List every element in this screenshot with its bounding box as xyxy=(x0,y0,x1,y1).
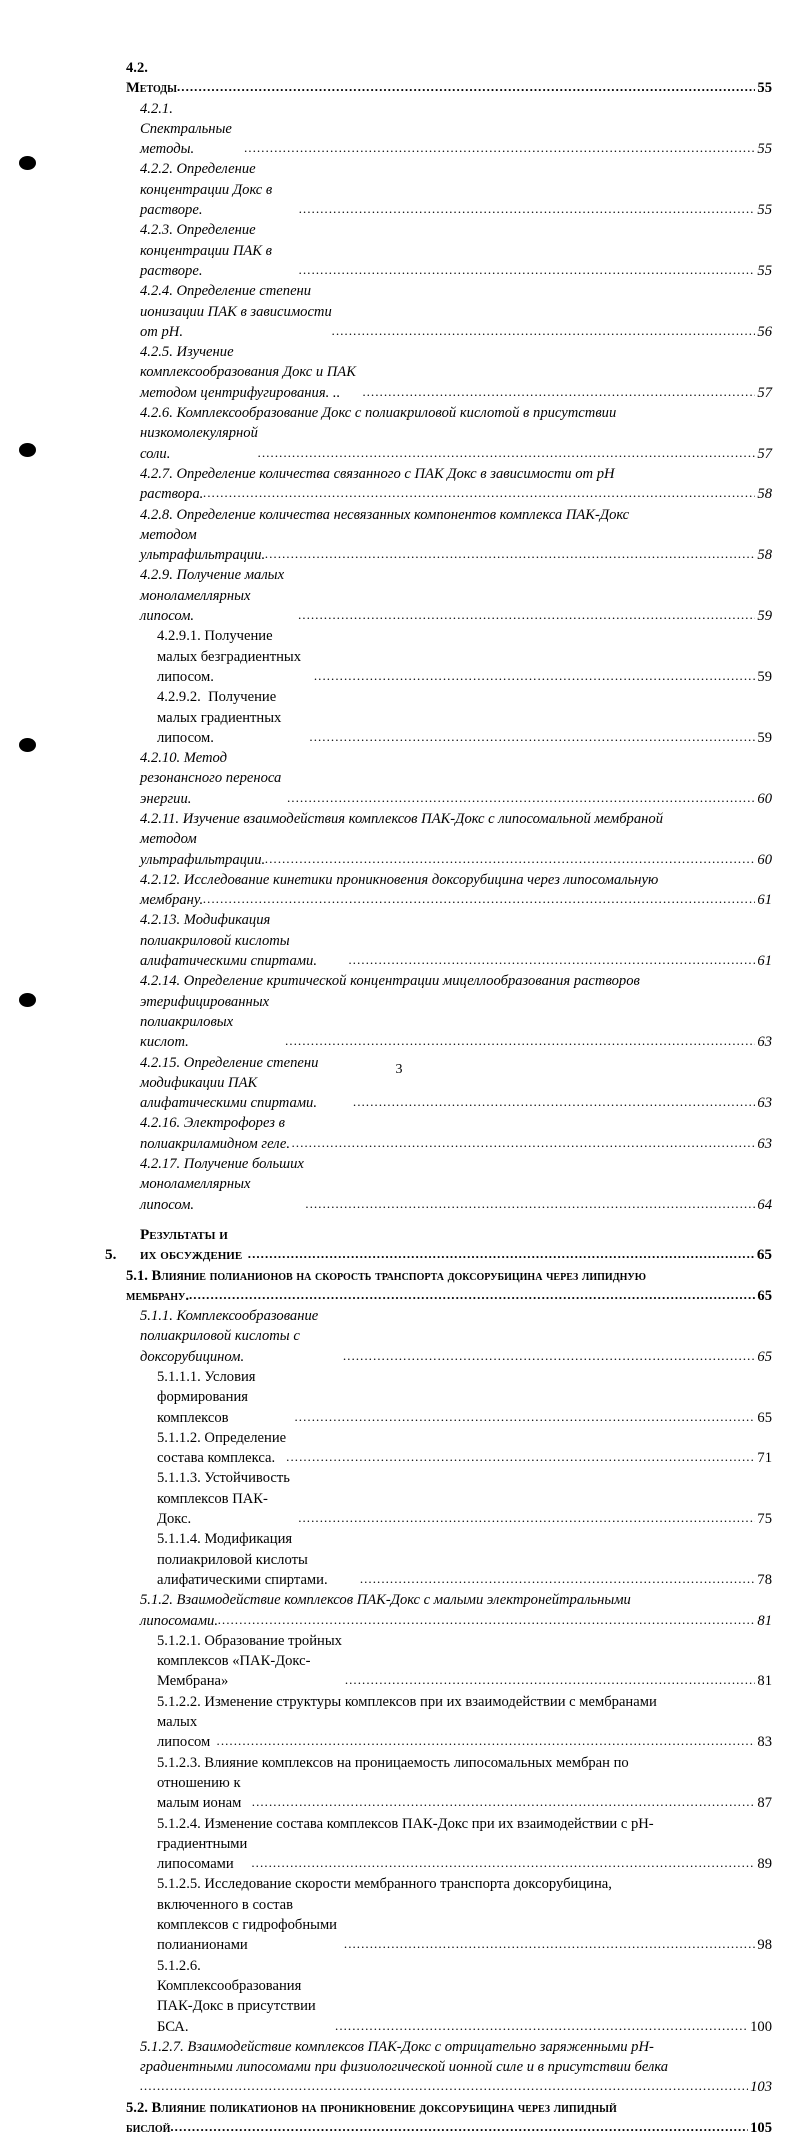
leader-dots xyxy=(298,1508,755,1528)
leader-dots xyxy=(203,483,755,503)
leader-dots xyxy=(251,1853,755,1873)
toc-entry-label: Результаты и их обсуждение xyxy=(140,1225,243,1264)
toc-entry-page: 57 xyxy=(757,445,772,462)
toc-entry-label: низкомолекулярной соли. xyxy=(140,425,262,462)
leader-dots xyxy=(360,1569,756,1589)
toc-entry-label: градиентными липосомами при физиологической ионной силе и в присутствии белка xyxy=(140,2059,669,2076)
toc-entry[interactable] xyxy=(126,2098,772,2138)
leader-dots xyxy=(314,666,756,686)
toc-entry-label: 4.2.15. Определение степени модификации ПАК алифатическими спиртами. xyxy=(140,1054,323,1112)
toc-entry-label: 4.2.9. Получение малых моноламеллярных липосом. xyxy=(140,567,288,625)
leader-dots xyxy=(286,1447,755,1467)
toc-entry-page: 59 xyxy=(757,729,772,746)
toc-entry-page: 60 xyxy=(757,790,772,807)
binding-hole xyxy=(19,443,36,457)
toc-entry-page: 64 xyxy=(757,1196,772,1213)
toc-entry-page: 81 xyxy=(757,1673,772,1690)
toc-entry-label: отношению к малым ионам xyxy=(157,1774,245,1812)
toc-entry[interactable] xyxy=(140,99,772,160)
toc-entry-label: методом ультрафильтрации. xyxy=(140,526,266,564)
leader-dots xyxy=(298,605,755,625)
leader-dots xyxy=(306,1194,756,1214)
toc-entry-label: 4.2. Методы xyxy=(126,60,177,97)
leader-dots xyxy=(363,382,756,402)
toc-entry-label: 4.2.13. Модификация полиакриловой кислоты алифатическими спиртами. xyxy=(140,912,321,970)
toc-entry-page: 89 xyxy=(757,1856,772,1873)
toc-entry-page: 63 xyxy=(757,1095,772,1112)
toc-entry-label: 5.1.2.4. Изменение состава комплексов ПАК-Докс при их взаимодействии с рН- xyxy=(157,1815,654,1832)
toc-entry-number: 5. xyxy=(105,1246,117,1264)
leader-dots xyxy=(244,138,755,158)
toc-entry[interactable] xyxy=(140,464,772,505)
toc-entry-page: 78 xyxy=(757,1571,772,1588)
toc-list xyxy=(105,58,772,2138)
toc-entry-label: 4.2.4. Определение степени ионизации ПАК в зависимости от рН. xyxy=(140,283,336,340)
toc-entry-page: 61 xyxy=(757,953,772,970)
leader-dots xyxy=(299,260,755,280)
toc-entry-page: 61 xyxy=(757,892,772,909)
toc-entry-label: 5.1. Влияние полианионов на скорость транспорта доксорубицина через липидную xyxy=(126,1267,646,1284)
toc-entry[interactable] xyxy=(140,748,772,809)
toc-entry-label: мембрану. xyxy=(126,1287,189,1304)
leader-dots xyxy=(203,889,755,909)
toc-entry-page: 59 xyxy=(757,608,772,625)
leader-dots xyxy=(295,1407,756,1427)
toc-entry-page: 59 xyxy=(757,668,772,685)
toc-entry-page: 63 xyxy=(757,1135,772,1152)
toc-entry[interactable] xyxy=(157,1631,772,1692)
binding-hole xyxy=(19,993,36,1007)
toc-entry-label: этерифицированных полиакриловых кислот. xyxy=(140,993,273,1051)
leader-dots xyxy=(218,1610,755,1630)
toc-entry-label: градиентными липосомами xyxy=(157,1835,251,1873)
toc-entry-label: 4.2.6. Комплексообразование Докс с полиакриловой кислотой в присутствии xyxy=(140,405,617,422)
toc-entry[interactable] xyxy=(140,870,772,911)
toc-entry-label: 5.1.1.4. Модификация полиакриловой кислоты алифатическими спиртами. xyxy=(157,1531,332,1588)
toc-entry[interactable] xyxy=(140,971,772,1052)
toc-entry-page: 98 xyxy=(757,1937,772,1954)
leader-dots xyxy=(344,1934,756,1954)
toc-entry-page: 58 xyxy=(757,486,772,503)
toc-entry[interactable] xyxy=(140,2037,772,2098)
toc-entry[interactable] xyxy=(140,281,772,342)
toc-entry[interactable] xyxy=(157,1529,772,1590)
toc-entry-label: 5.1.2.7. Взаимодействие комплексов ПАК-Докс с отрицательно заряженными рН- xyxy=(140,2038,654,2055)
toc-entry-label: 4.2.3. Определение концентрации ПАК в растворе. xyxy=(140,222,276,279)
toc-entry-label: 4.2.11. Изучение взаимодействия комплексов ПАК-Докс с липосомальной мембраной xyxy=(140,810,663,827)
toc-entry-label: методом ультрафильтрации. xyxy=(140,831,266,868)
toc-entry-label: 5.1.2.1. Образование тройных комплексов «ПАК-Докс-Мембрана» xyxy=(157,1632,346,1690)
toc-entry-page: 103 xyxy=(750,2079,772,2096)
toc-entry[interactable] xyxy=(140,1154,772,1215)
toc-entry-label: 4.2.9.2. Получение малых градиентных липосом. xyxy=(157,689,286,746)
toc-entry-label: 4.2.5. Изучение комплексообразования Докс и ПАК методом центрифугирования. .. xyxy=(140,344,360,401)
toc-entry-label: 4.2.8. Определение количества несвязанных компонентов комплекса ПАК-Докс xyxy=(140,506,630,523)
toc-entry-page: 83 xyxy=(757,1734,772,1751)
toc-entry-page: 56 xyxy=(757,323,772,340)
toc-entry-label: 4.2.7. Определение количества связанного с ПАК Докс в зависимости от рН xyxy=(140,465,615,482)
leader-dots xyxy=(140,2076,748,2096)
leader-dots xyxy=(170,2117,748,2137)
toc-entry-label: бислой xyxy=(126,2119,171,2136)
toc-entry-page: 55 xyxy=(757,141,772,158)
leader-dots xyxy=(287,788,755,808)
toc-entry[interactable] xyxy=(157,1814,772,1875)
toc-entry[interactable] xyxy=(157,1468,772,1529)
toc-entry-label: 4.2.17. Получение больших моноламеллярных липосом. xyxy=(140,1156,308,1213)
leader-dots xyxy=(189,1285,755,1305)
page-number: 3 xyxy=(395,1062,403,1077)
leader-dots xyxy=(345,1670,756,1690)
toc-entry-page: 65 xyxy=(756,1246,772,1264)
leader-dots xyxy=(258,443,756,463)
toc-entry-label: 4.2.16. Электрофорез в полиакриламидном геле. xyxy=(140,1115,291,1152)
toc-entry-label: 5.1.2.2. Изменение структуры комплексов при их взаимодействии с мембранами xyxy=(157,1693,657,1710)
leader-dots xyxy=(335,2016,748,2036)
toc-entry-label: 4.2.2. Определение концентрации Докс в растворе. xyxy=(140,161,276,219)
toc-entry[interactable] xyxy=(140,403,772,464)
toc-entry-label: 5.1.1.2. Определение состава комплекса. xyxy=(157,1429,290,1467)
leader-dots xyxy=(349,950,756,970)
toc-entry-label: 5.1.1.1. Условия формирования комплексов xyxy=(157,1369,260,1426)
toc-entry-page: 58 xyxy=(757,547,772,564)
toc-entry[interactable] xyxy=(157,1874,772,1955)
toc-entry-label: 5.1.1. Комплексообразование полиакриловой кислоты с доксорубицином. xyxy=(140,1308,322,1365)
toc-entry-label: 4.2.14. Определение критической концентрации мицеллообразования растворов xyxy=(140,973,640,990)
toc-entry[interactable] xyxy=(105,1225,772,1266)
leader-dots xyxy=(265,544,755,564)
leader-dots xyxy=(309,727,755,747)
toc-entry[interactable] xyxy=(140,220,772,281)
toc-entry[interactable] xyxy=(157,687,772,748)
leader-dots xyxy=(343,1346,755,1366)
leader-dots xyxy=(252,1792,756,1812)
toc-entry[interactable] xyxy=(157,1428,772,1469)
toc-entry-page: 100 xyxy=(750,2018,772,2035)
toc-entry[interactable] xyxy=(140,1590,772,1631)
toc-entry-label: раствора. xyxy=(140,486,207,503)
leader-dots xyxy=(285,1031,755,1051)
toc-entry-label: 5.1.2.6. Комплексообразования ПАК-Докс в присутствии БСА. xyxy=(157,1957,320,2035)
toc-entry[interactable] xyxy=(140,1113,772,1154)
toc-entry-label: малых липосом xyxy=(157,1714,214,1751)
toc-entry[interactable] xyxy=(157,1367,772,1428)
leader-dots xyxy=(299,199,755,219)
toc-entry-label: 5.2. Влияние поликатионов на проникновение доксорубицина через липидный xyxy=(126,2099,617,2116)
toc-entry-label: 5.1.2.3. Влияние комплексов на проницаемость липосомальных мембран по xyxy=(157,1754,629,1771)
toc-entry-label: 5.1.1.3. Устойчивость комплексов ПАК-Докс. xyxy=(157,1470,294,1528)
toc-entry-page: 87 xyxy=(757,1795,772,1812)
leader-dots xyxy=(217,1731,756,1751)
leader-dots xyxy=(177,77,755,97)
toc-entry[interactable] xyxy=(140,1306,772,1367)
toc-entry[interactable] xyxy=(157,626,772,687)
toc-entry-page: 65 xyxy=(757,1348,772,1365)
toc-entry-page: 71 xyxy=(757,1450,772,1467)
toc-entry[interactable] xyxy=(140,809,772,870)
leader-dots xyxy=(248,1244,755,1264)
toc-entry[interactable] xyxy=(157,1692,772,1753)
toc-entry[interactable] xyxy=(126,1266,772,1307)
toc-entry-label: 4.2.1. Спектральные методы. xyxy=(140,100,236,158)
toc-entry-page: 81 xyxy=(757,1612,772,1629)
toc-entry-page: 55 xyxy=(757,262,772,279)
toc-entry[interactable] xyxy=(126,58,772,99)
binding-hole xyxy=(19,738,36,752)
toc-entry-page: 105 xyxy=(750,2119,772,2136)
toc-entry[interactable] xyxy=(140,342,772,403)
toc-entry-page: 75 xyxy=(757,1511,772,1528)
toc-entry-label: 4.2.12. Исследование кинетики проникновения доксорубицина через липосомальную xyxy=(140,871,659,888)
toc-entry-page: 60 xyxy=(757,851,772,868)
leader-dots xyxy=(353,1092,755,1112)
toc-entry[interactable] xyxy=(140,159,772,220)
toc-entry[interactable] xyxy=(157,1956,772,2037)
toc-entry-label: 5.1.2. Взаимодействие комплексов ПАК-Докс с малыми электронейтральными xyxy=(140,1592,631,1609)
toc-entry-label: 5.1.2.5. Исследование скорости мембранного транспорта доксорубицина, xyxy=(157,1876,612,1893)
binding-hole xyxy=(19,156,36,170)
toc-entry-page: 55 xyxy=(757,80,772,97)
toc-entry[interactable] xyxy=(157,1753,772,1814)
toc-entry-label: 4.2.9.1. Получение малых безградиентных липосом. xyxy=(157,628,305,685)
leader-dots xyxy=(292,1133,756,1153)
leader-dots xyxy=(265,849,755,869)
toc-entry[interactable] xyxy=(140,565,772,626)
leader-dots xyxy=(332,321,756,341)
toc-entry-label: включенного в состав комплексов с гидрофобными полианионами xyxy=(157,1896,341,1954)
toc-entry-page: 55 xyxy=(757,202,772,219)
toc-entry-label: липосомами. xyxy=(140,1612,222,1629)
toc-entry-page: 65 xyxy=(757,1287,772,1304)
toc-entry-page: 57 xyxy=(757,384,772,401)
toc-entry-label: мембрану. xyxy=(140,892,207,909)
toc-entry[interactable] xyxy=(140,505,772,566)
toc-entry-page: 65 xyxy=(757,1409,772,1426)
toc-entry-label: 4.2.10. Метод резонансного переноса энергии. xyxy=(140,750,285,807)
toc-entry[interactable] xyxy=(140,910,772,971)
toc-entry-page: 63 xyxy=(757,1034,772,1051)
